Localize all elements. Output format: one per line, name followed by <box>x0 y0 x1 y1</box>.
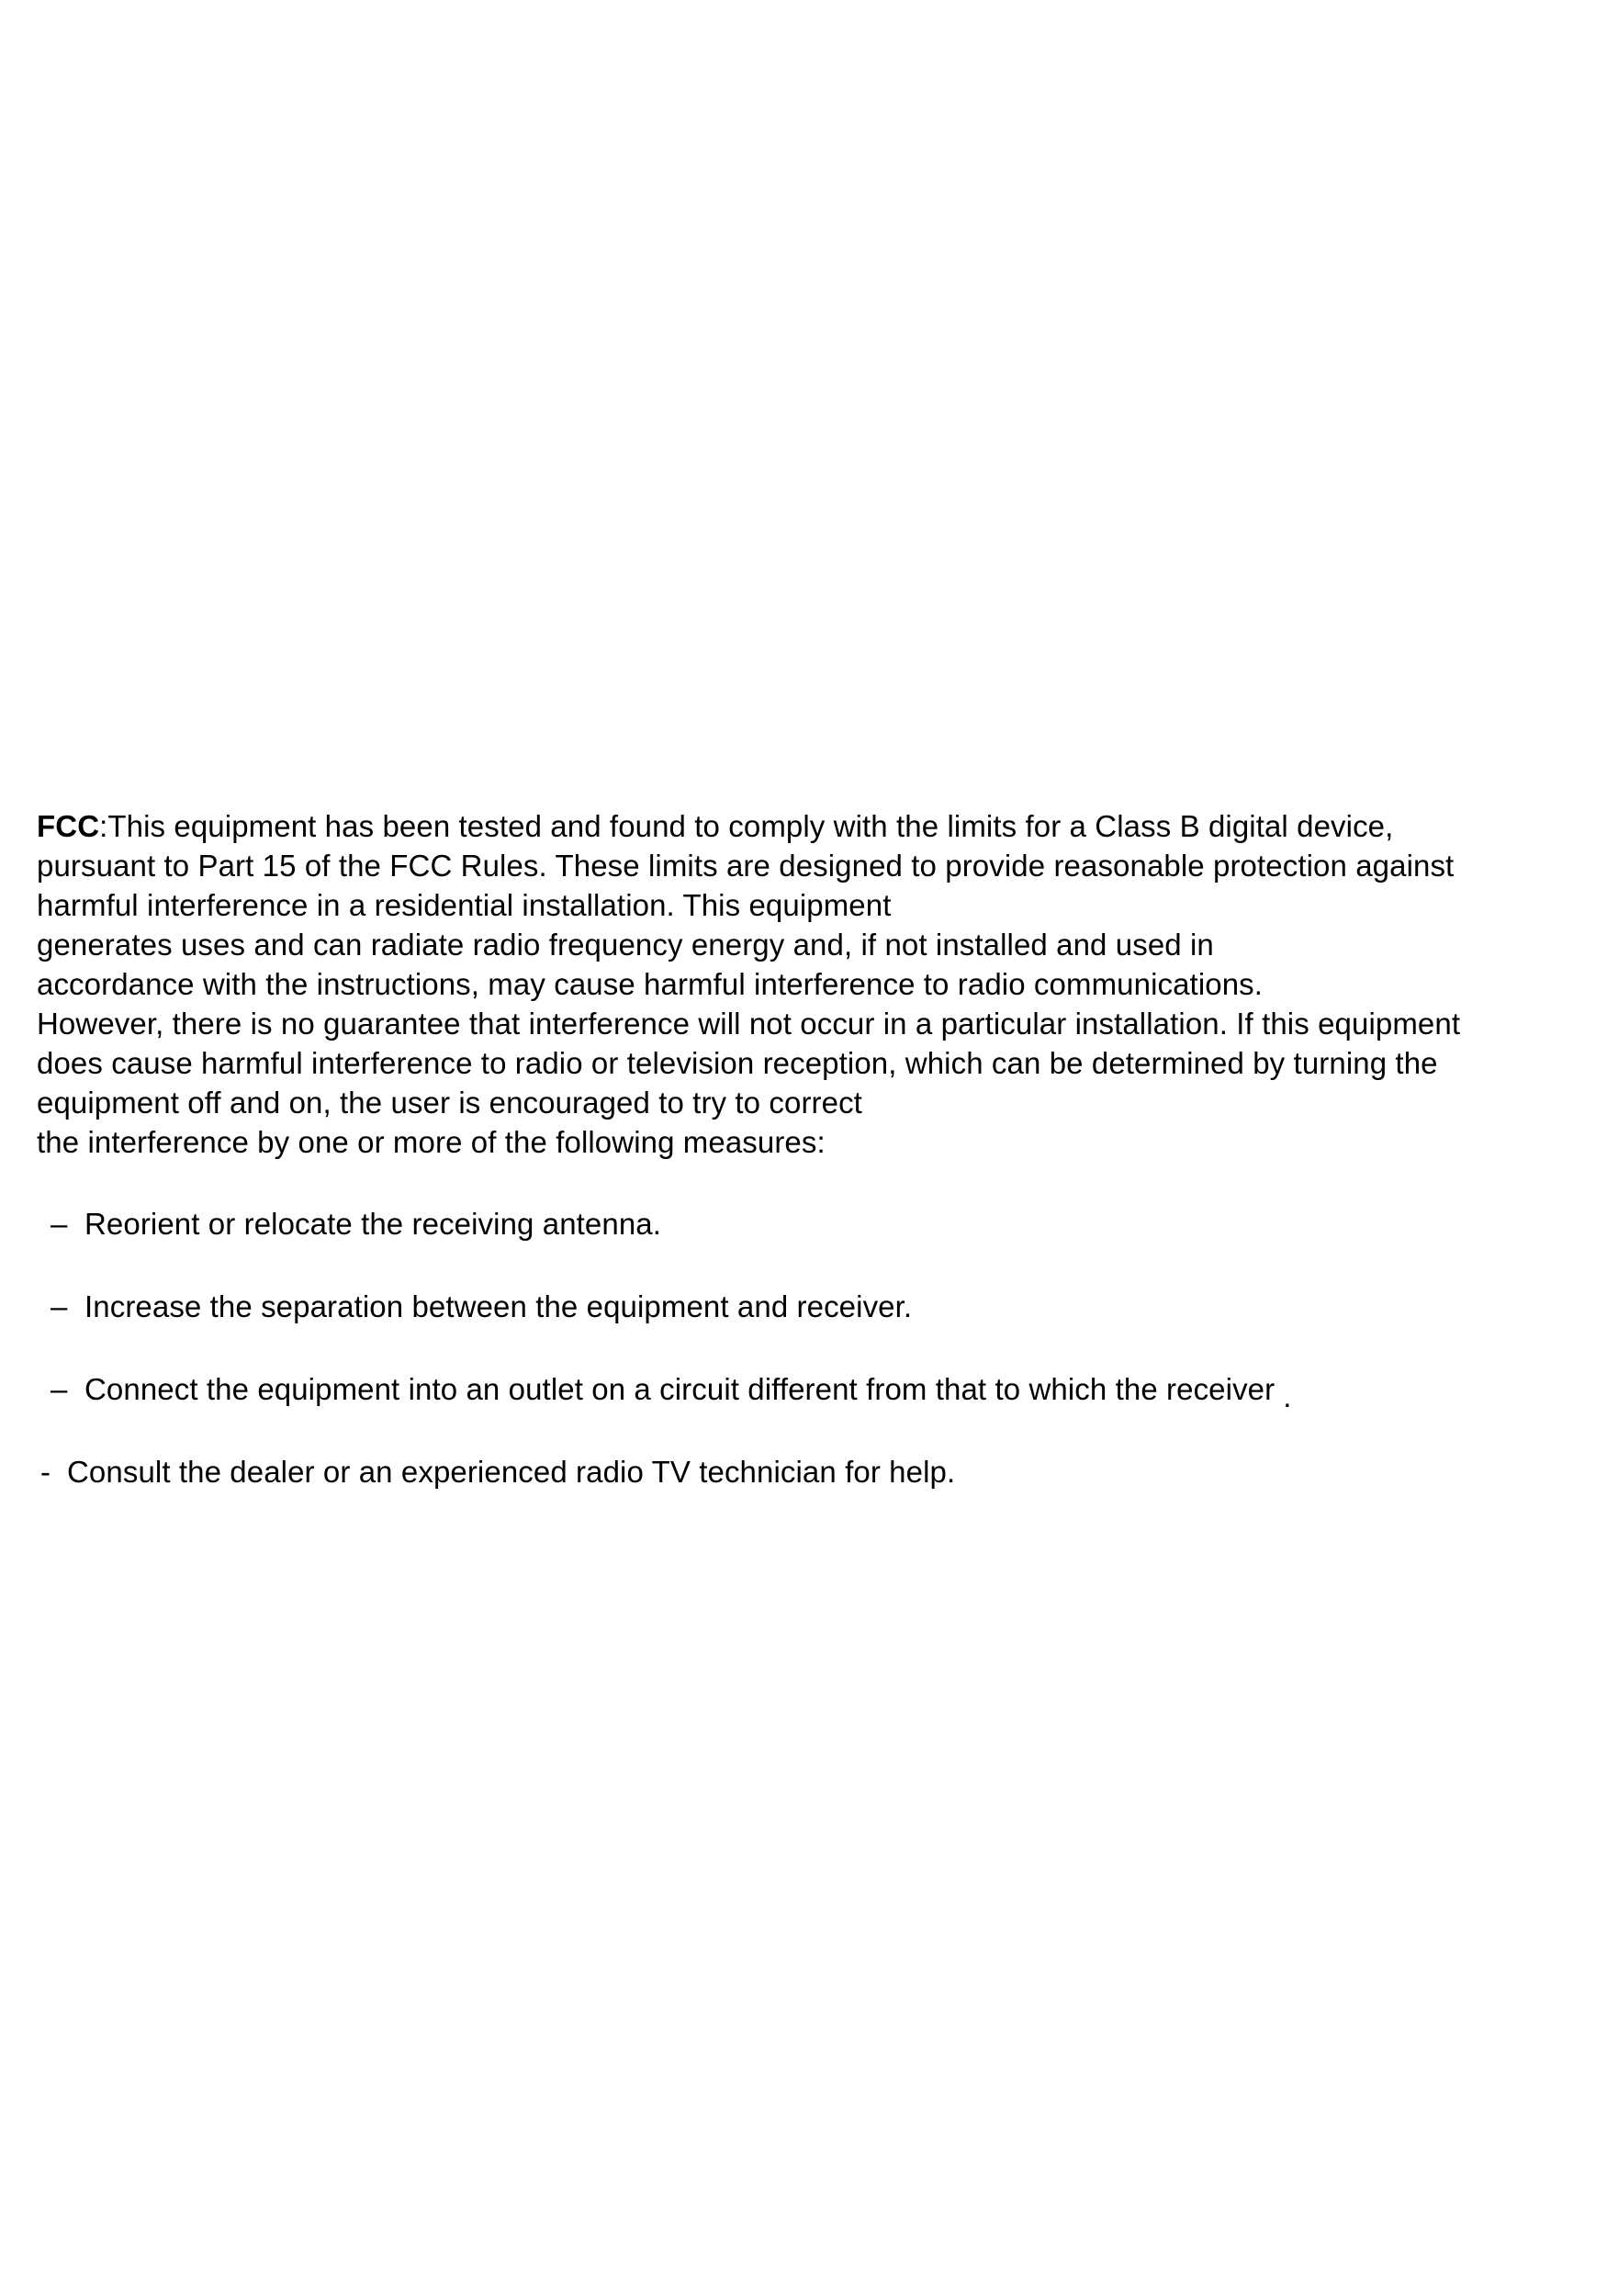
fcc-label: FCC <box>37 809 100 843</box>
measure-text: Reorient or relocate the receiving antenna. <box>84 1207 662 1241</box>
measure-text: Increase the separation between the equipment and receiver. <box>84 1289 913 1323</box>
measure-item <box>0 1287 1607 1326</box>
measure-item <box>0 1204 1607 1244</box>
dash-bullet: – <box>51 1372 68 1406</box>
paragraph-line: However, there is no guarantee that interference will not occur in a particular installation. If this equipment <box>37 1007 1461 1041</box>
dash-bullet: – <box>51 1289 68 1323</box>
paragraph-line: accordance with the instructions, may cause harmful interference to radio communications. <box>37 967 1264 1001</box>
paragraph-line-text: :This equipment has been tested and found to comply with the limits for a Class B digital device, <box>99 809 1394 843</box>
paragraph-line: pursuant to Part 15 of the FCC Rules. These limits are designed to provide reasonable protection against <box>37 849 1455 883</box>
paragraph-line: the interference by one or more of the following measures: <box>37 1125 826 1159</box>
paragraph-line: generates uses and can radiate radio frequency energy and, if not installed and used in <box>37 928 1214 962</box>
fcc-notice-paragraph <box>37 806 1460 1162</box>
paragraph-line: harmful interference in a residential installation. This equipment <box>37 888 892 922</box>
measure-text: Connect the equipment into an outlet on a circuit different from that to which the receiver <box>84 1372 1275 1406</box>
low-period: . <box>1283 1379 1292 1413</box>
paragraph-line: equipment off and on, the user is encouraged to try to correct <box>37 1086 862 1120</box>
dash-bullet: – <box>51 1207 68 1241</box>
paragraph-line <box>37 806 1460 846</box>
measure-item <box>0 1452 1607 1491</box>
measure-text: Consult the dealer or an experienced radio TV technician for help. <box>67 1455 956 1489</box>
dash-bullet: - <box>40 1455 51 1489</box>
measure-item <box>0 1369 1607 1413</box>
paragraph-line: does cause harmful interference to radio or television reception, which can be determined by turning the <box>37 1046 1438 1080</box>
measures-list <box>0 1204 1607 1491</box>
